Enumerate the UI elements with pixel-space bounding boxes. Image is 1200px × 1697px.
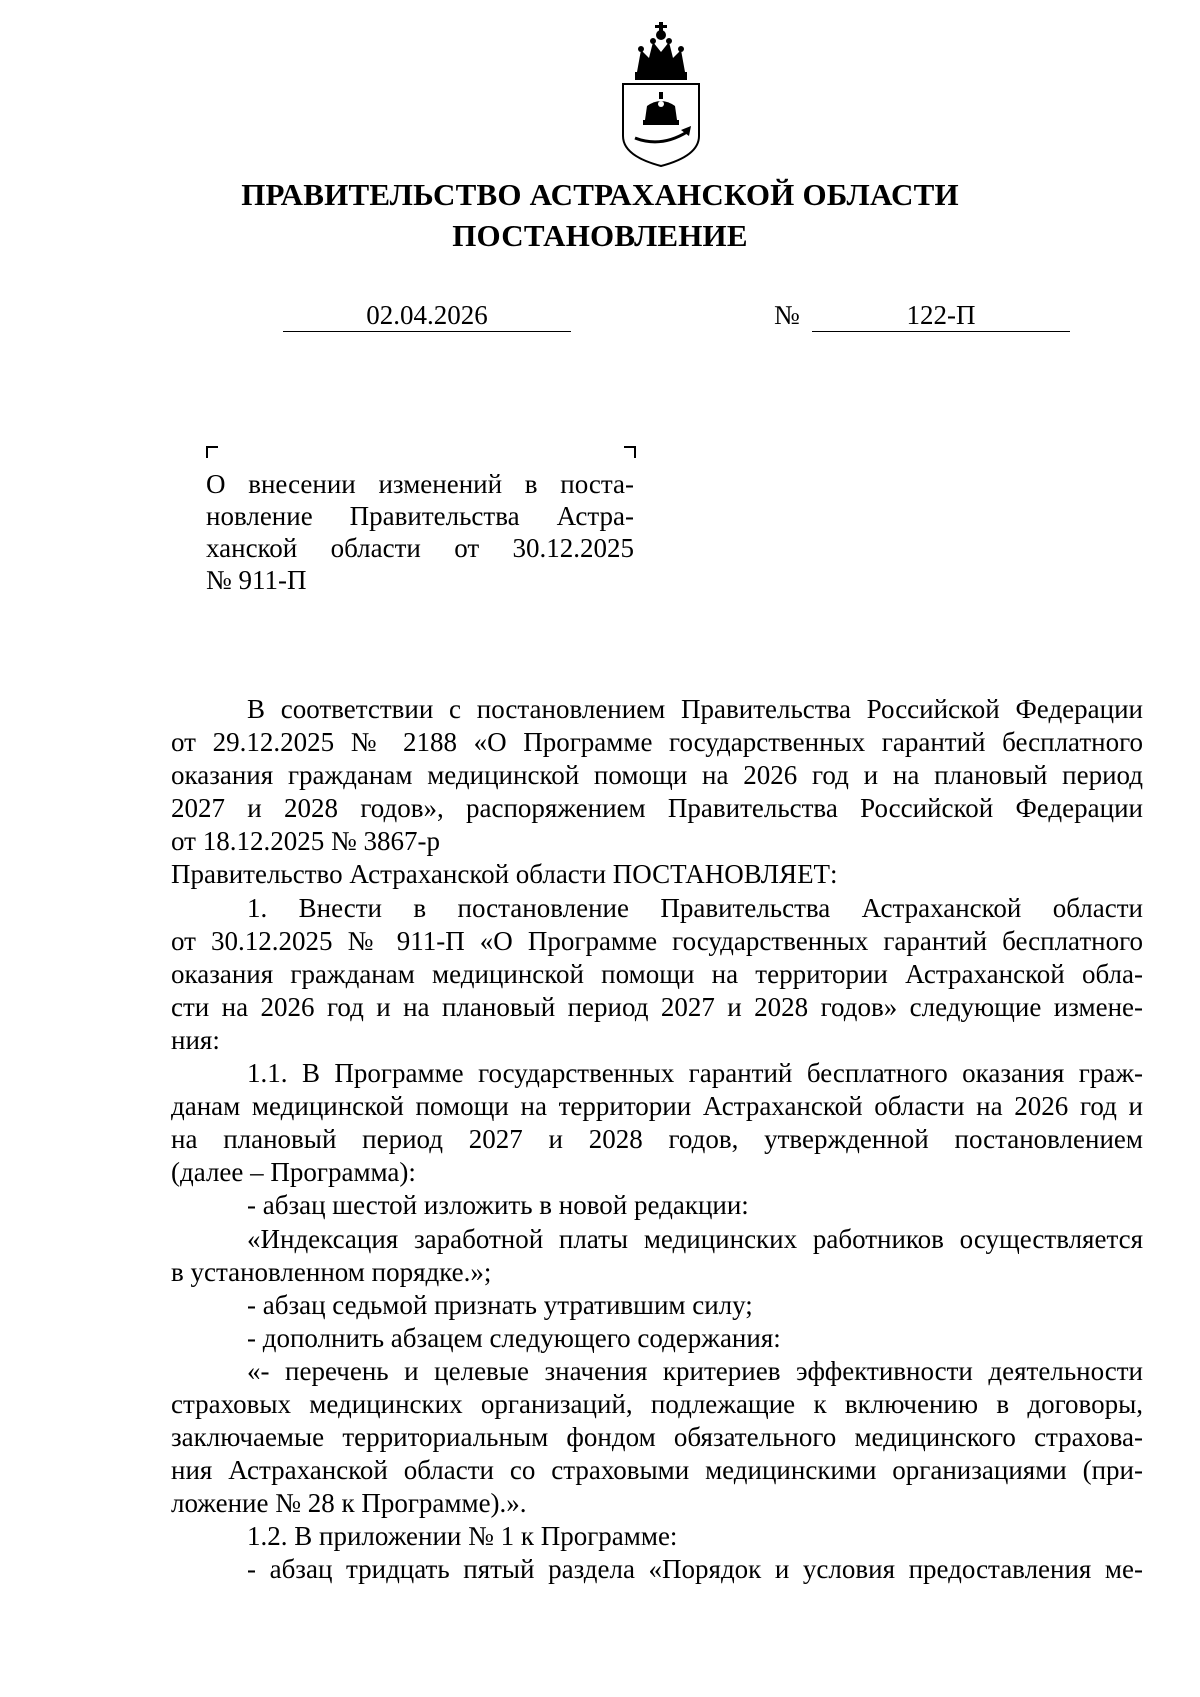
body-line: - абзац седьмой признать утратившим силу; (247, 1289, 753, 1320)
document-body (171, 693, 1143, 1587)
body-line: - абзац шестой изложить в новой редакции: (247, 1190, 749, 1221)
subject-corner-left (206, 446, 218, 458)
body-line: данам медицинской помощи на территории Астраханской области на 2026 год и (171, 1091, 1143, 1122)
subject-line: № 911-П (206, 565, 307, 595)
document-number: 122-П (812, 301, 1070, 332)
organization-title: ПРАВИТЕЛЬСТВО АСТРАХАНСКОЙ ОБЛАСТИ (241, 177, 959, 212)
document-subject (206, 468, 634, 596)
body-line: заключаемые территориальным фондом обязательного медицинского страхова- (171, 1422, 1143, 1453)
document-date: 02.04.2026 (283, 301, 571, 332)
body-line: от 29.12.2025 № 2188 «О Программе государственных гарантий бесплатного (171, 727, 1143, 758)
body-line: в установленном порядке.»; (171, 1256, 492, 1287)
subject-corner-right (624, 446, 636, 458)
subject-line: ханской области от 30.12.2025 (206, 533, 634, 563)
body-line: ложение № 28 к Программе).». (171, 1488, 527, 1519)
body-line: 1. Внести в постановление Правительства Астраханской области (247, 892, 1143, 923)
body-line: «- перечень и целевые значения критериев эффективности деятельности (247, 1355, 1143, 1386)
astrakhan-coat-of-arms-icon (615, 20, 707, 168)
body-line: «Индексация заработной платы медицинских работников осуществляется (247, 1223, 1143, 1254)
body-line: на плановый период 2027 и 2028 годов, утвержденной постановлением (171, 1124, 1143, 1155)
body-line: 1.2. В приложении № 1 к Программе: (247, 1521, 678, 1552)
body-line: ния Астраханской области со страховыми медицинскими организациями (при- (171, 1455, 1143, 1486)
number-sign: № (774, 300, 800, 330)
body-line: 2027 и 2028 годов», распоряжением Правительства Российской Федерации (171, 793, 1143, 824)
body-line: ния: (171, 1024, 220, 1055)
body-line: (далее – Программа): (171, 1157, 416, 1188)
body-line: оказания гражданам медицинской помощи на территории Астраханской обла- (171, 958, 1143, 989)
coat-of-arms-emblem (615, 20, 707, 168)
body-line: 1.1. В Программе государственных гарантий бесплатного оказания граж- (247, 1058, 1143, 1089)
body-line: сти на 2026 год и на плановый период 2027 и 2028 годов» следующие измене- (171, 991, 1143, 1022)
body-line: - дополнить абзацем следующего содержания: (247, 1322, 781, 1353)
body-line: от 18.12.2025 № 3867-р (171, 826, 440, 857)
body-line: - абзац тридцать пятый раздела «Порядок и условия предоставления ме- (247, 1554, 1143, 1585)
body-line: от 30.12.2025 № 911-П «О Программе государственных гарантий бесплатного (171, 925, 1143, 956)
subject-line: О внесении изменений в поста- (206, 469, 634, 499)
body-line: оказания гражданам медицинской помощи на 2026 год и на плановый период (171, 760, 1143, 791)
subject-line: новление Правительства Астра- (206, 501, 634, 531)
body-line: страховых медицинских организаций, подлежащие к включению в договоры, (171, 1388, 1143, 1419)
body-line: В соответствии с постановлением Правительства Российской Федерации (247, 694, 1143, 724)
body-line: Правительство Астраханской области ПОСТАНОВЛЯЕТ: (171, 859, 838, 890)
document-type-title: ПОСТАНОВЛЕНИЕ (452, 218, 748, 253)
